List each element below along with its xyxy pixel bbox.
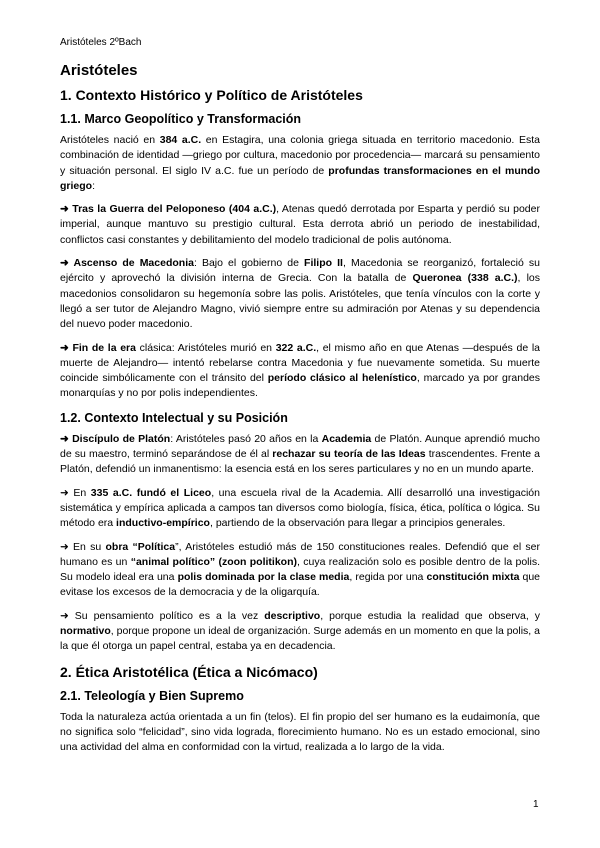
bold-text-run: normativo (60, 625, 111, 638)
paragraph (60, 133, 540, 194)
bold-text-run: obra “Política (105, 540, 176, 553)
section-heading: 2. Ética Aristotélica (Ética a Nicómaco) (60, 663, 318, 680)
bold-text-run: “animal político” (zoon politikon) (130, 555, 298, 568)
page-number: 1 (533, 799, 539, 810)
paragraph (60, 202, 540, 248)
subsection-heading: 1.2. Contexto Intelectual y su Posición (60, 410, 288, 425)
sections-container (60, 86, 540, 756)
text-run: , Atenas quedó derrotada por Esparta y perdió su poder imperial, aunque mantuvo su prestigio cultural. Esta derrota abrió un periodo de inestabilidad, conflictos casi constantes y debilitamiento del modelo tradicional de polis autónoma. (60, 203, 540, 246)
text-run: , una escuela rival de la Academia. Allí desarrolló una investigación sistemática y empírica aplicada a campos tan diversos como biología, física, ética, política o lógica. Su método era (60, 486, 540, 530)
document-body (60, 62, 540, 764)
text-run: que evitase los excesos de la democracia y de la oligarquía. (60, 571, 541, 599)
text-run: ”, Aristóteles estudió más de 150 constituciones reales. Defendió que el ser humano es un (60, 540, 541, 568)
subsection-heading: 1.1. Marco Geopolítico y Transformación (60, 112, 302, 126)
text-run: , partiendo de la observación para llegar a principios generales. (209, 517, 506, 530)
paragraph (60, 486, 540, 532)
bold-text-run: 322 a.C. (275, 341, 317, 354)
bold-text-run: descriptivo (264, 609, 321, 622)
bold-text-run: rechazar su teoría de las Ideas (272, 448, 426, 461)
text-run: , porque propone un ideal de organización. Surge además en un momento en que la polis, a la que él otorga un papel central, estaba ya en decadencia. (60, 625, 540, 653)
bold-text-run: 384 a.C. (159, 134, 202, 146)
bold-text-run: ➜ Ascenso de Macedonia (60, 257, 194, 270)
bold-text-run: 335 a.C. fundó el Liceo (90, 486, 212, 499)
text-run: clásica: Aristóteles murió en (135, 341, 276, 354)
paragraph (60, 256, 540, 332)
text-run: : Bajo el gobierno de (193, 257, 305, 270)
bold-text-run: ➜ Fin de la era (60, 341, 136, 354)
text-run: , regida por una (349, 571, 427, 584)
text-run: en Estagira, una colonia griega situada en territorio macedonio. Esta combinación de identidad —griego por cultura, macedonio por procedencia— marcará su pensamiento y situación personal. El siglo IV a.C. fue un período de (60, 134, 540, 177)
text-run: , cuya realización solo es posible dentro de la polis. Su modelo ideal era una (60, 555, 541, 584)
bold-text-run: ➜ Discípulo de Platón (60, 432, 171, 445)
bold-text-run: Academia (321, 432, 372, 445)
paragraph (60, 432, 540, 478)
text-run: , marcado ya por grandes monarquías y no por polis independientes. (60, 372, 540, 400)
paragraph (60, 341, 540, 402)
text-run: ➜ En (60, 486, 91, 499)
bold-text-run: inductivo-empírico (116, 517, 210, 530)
text-run: , los macedonios consolidaron su hegemonía sobre las polis. Aristóteles, que tenía vínculos con la corte y llegó a ser tutor de Alejandro Magno, vivió siempre entre su admiración por Atenas y su dependencia del nuevo poder macedonio. (60, 272, 540, 331)
bold-text-run: polis dominada por la clase media (177, 571, 350, 584)
text-run: trascendentes. Frente a Platón, defendió un inmanentismo: la esencia está en los seres particulares y no en un mundo aparte. (60, 448, 540, 476)
bold-text-run: ➜ Tras la Guerra del Peloponeso (404 a.C.) (60, 203, 277, 216)
subsection-heading: 2.1. Teleología y Bien Supremo (60, 688, 244, 703)
text-run: , el mismo año en que Atenas —después de la muerte de Alejandro— intentó rebelarse contra Macedonia y fue nuevamente sometida. Su muerte coincide simbólicamente con el tránsito del (60, 341, 540, 385)
bold-text-run: profundas transformaciones en el mundo griego (60, 164, 540, 192)
document-title: Aristóteles (60, 62, 138, 79)
text-run: ➜ Su pensamiento político es a la vez (60, 609, 265, 622)
text-run: : (92, 179, 96, 192)
bold-text-run: constitución mixta (426, 571, 520, 584)
bold-text-run: período clásico al helenístico (267, 372, 417, 385)
paragraph (60, 609, 540, 655)
text-run: , porque estudia la realidad que observa, y (320, 609, 541, 622)
paragraph (60, 540, 540, 601)
bold-text-run: Filipo II (304, 257, 343, 270)
text-run: Toda la naturaleza actúa orientada a un fin (telos). El fin propio del ser humano es la eudaimonía, que no significa solo “felicidad”, sino vida lograda, florecimiento humano. No es un estado emocional, sino una actividad del alma en conformidad con la virtud, realizada a lo largo de la vida. (60, 710, 540, 754)
section-heading: 1. Contexto Histórico y Político de Aristóteles (60, 87, 363, 103)
text-run: Aristóteles nació en (60, 134, 160, 146)
paragraph (60, 710, 540, 756)
text-run: ➜ En su (60, 540, 106, 553)
running-header: Aristóteles 2ºBach (60, 37, 142, 48)
text-run: de Platón. Aunque aprendió mucho de su maestro, terminó separándose de él al (60, 432, 540, 461)
bold-text-run: Queronea (338 a.C.) (412, 272, 518, 285)
text-run: , Macedonia se reorganizó, fortaleció su ejército y aprovechó la división interna de Grecia. Con la batalla de (60, 257, 540, 285)
text-run: : Aristóteles pasó 20 años en la (170, 432, 322, 445)
